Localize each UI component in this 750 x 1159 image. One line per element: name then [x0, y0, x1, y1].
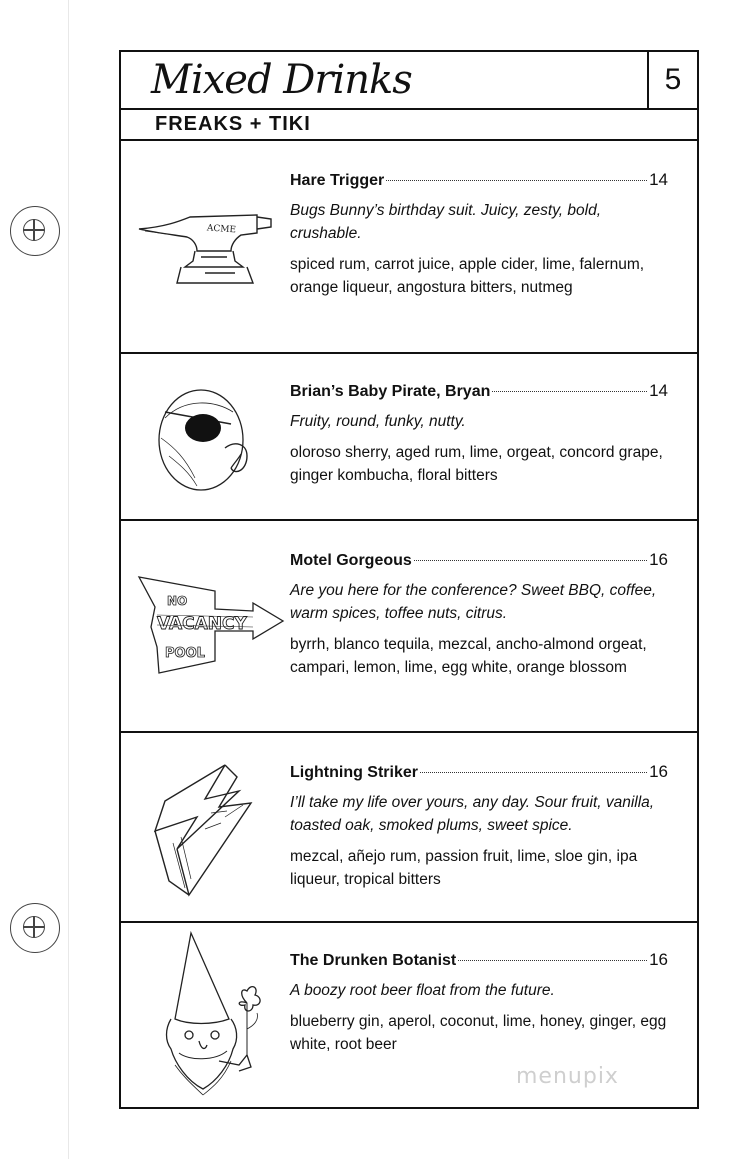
drink-name: The Drunken Botanist [290, 952, 457, 969]
drink-price: 16 [649, 550, 668, 569]
binder-hole-crosshair-icon [23, 219, 45, 241]
sign-text-vacancy: VACANCY [157, 614, 247, 634]
lightning-bolt-icon [135, 753, 275, 903]
page-spine-line [68, 0, 69, 1159]
anvil-label: ACME [206, 223, 237, 236]
drink-panel-motel-gorgeous [121, 521, 697, 733]
drink-price: 14 [649, 170, 668, 189]
drink-info [290, 380, 668, 487]
dotted-leader [492, 391, 647, 392]
motel-sign-icon [135, 565, 285, 685]
drink-ingredients: byrrh, blanco tequila, mezcal, ancho-almond orgeat, campari, lemon, lime, egg white, orange blossom [290, 636, 647, 676]
menupix-watermark: menupix [516, 1064, 619, 1089]
dotted-leader [420, 772, 647, 773]
drink-info [290, 169, 668, 299]
drink-panel-lightning-striker [121, 733, 697, 923]
drink-name: Motel Gorgeous [290, 552, 412, 569]
anvil-icon [135, 187, 275, 297]
drink-description: Are you here for the conference? Sweet BBQ, coffee, warm spices, toffee nuts, citrus. [290, 582, 657, 622]
dotted-leader [458, 960, 647, 961]
dotted-leader [414, 560, 647, 561]
drink-price: 16 [649, 762, 668, 781]
menu-card [119, 50, 699, 1109]
drink-ingredients: blueberry gin, aperol, coconut, lime, honey, ginger, egg white, root beer [290, 1013, 667, 1053]
drink-title-line [290, 549, 668, 572]
drink-ingredients: spiced rum, carrot juice, apple cider, lime, falernum, orange liqueur, angostura bitters, nutmeg [290, 256, 645, 296]
section-title: FREAKS + TIKI [155, 113, 311, 135]
dotted-leader [386, 180, 647, 181]
drink-ingredients: mezcal, añejo rum, passion fruit, lime, sloe gin, ipa liqueur, tropical bitters [290, 848, 638, 888]
page-title: Mixed Drinks [151, 57, 412, 103]
binder-hole-crosshair-icon [23, 916, 45, 938]
drink-name: Hare Trigger [290, 172, 385, 189]
drink-title-line [290, 949, 668, 972]
drink-name: Brian’s Baby Pirate, Bryan [290, 383, 491, 400]
page-number: 5 [647, 52, 697, 108]
drink-name: Lightning Striker [290, 764, 418, 781]
drink-description: A boozy root beer float from the future. [290, 982, 555, 999]
drink-title-line [290, 169, 668, 192]
drink-info [290, 949, 668, 1056]
drink-description: Bugs Bunny’s birthday suit. Juicy, zesty, bold, crushable. [290, 202, 602, 242]
drink-ingredients: oloroso sherry, aged rum, lime, orgeat, concord grape, ginger kombucha, floral bitters [290, 444, 663, 484]
pirate-parrot-icon [135, 378, 275, 498]
sign-text-no: NO [167, 594, 188, 608]
drink-description: I’ll take my life over yours, any day. Sour fruit, vanilla, toasted oak, smoked plums, sweet spice. [290, 794, 655, 834]
drink-panel-hare-trigger [121, 141, 697, 354]
drink-info [290, 549, 668, 679]
drink-info [290, 761, 668, 891]
drink-panel-brians-baby-pirate [121, 354, 697, 521]
drink-title-line [290, 761, 668, 784]
header-row [121, 52, 697, 110]
section-header [121, 110, 697, 141]
sign-text-pool: POOL [165, 646, 205, 661]
binder-hole-top [10, 206, 60, 256]
binder-hole-bottom [10, 903, 60, 953]
drink-price: 16 [649, 950, 668, 969]
drink-title-line [290, 380, 668, 403]
gnome-icon [135, 929, 275, 1101]
drink-price: 14 [649, 381, 668, 400]
drink-description: Fruity, round, funky, nutty. [290, 413, 466, 430]
